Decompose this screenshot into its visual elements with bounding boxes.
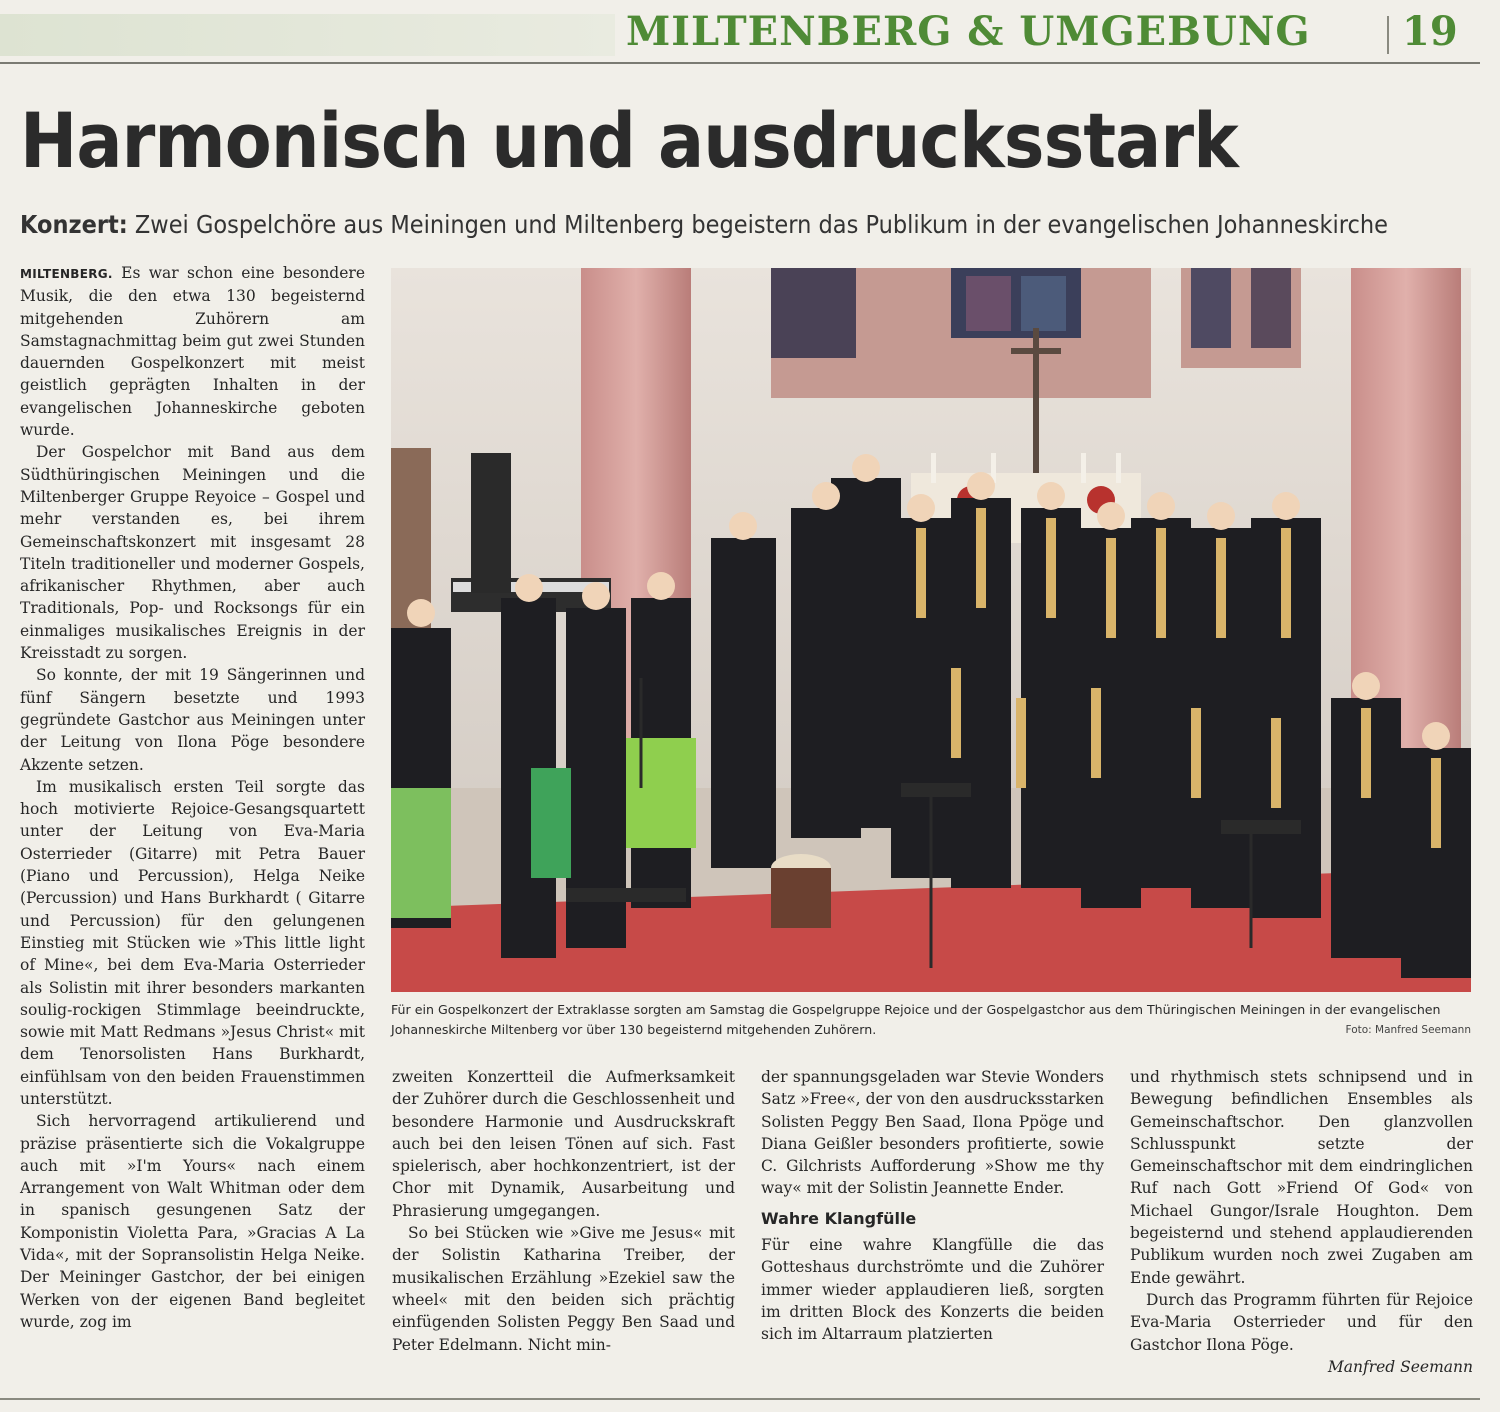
- subheadline-label: Konzert:: [20, 210, 128, 239]
- article-column-3: [761, 1066, 1104, 1346]
- author-signature: Manfred Seemann: [1327, 1357, 1473, 1376]
- header-rule: [0, 62, 1480, 64]
- page-number: 19: [1402, 8, 1458, 55]
- photo-credit: Foto: Manfred Seemann: [1345, 1024, 1471, 1036]
- paragraph: zweiten Konzertteil die Aufmerksamkeit der Zuhörer durch die Geschlossenheit und besondere Harmonie und Ausdruckskraft auch bei den leisen Tönen auf sich. Fast spielerisch, aber hochkonzentriert, ist der Chor mit Dynamik, Ausarbeitung und Phrasierung umgegangen.: [392, 1068, 735, 1220]
- paragraph: und rhythmisch stets schnipsend und in Bewegung befindlichen Ensembles als Gemeinschaftschor. Den glanzvollen Schlusspunkt setzte der Gemeinschaftschor mit dem eindringlichen Ruf nach Gott »Friend Of God« von Michael Gungor/Israle Houghton. Dem begeisternd und stehend applaudierenden Publikum wurden noch zwei Zugaben am Ende gewährt.: [1130, 1068, 1473, 1287]
- dateline: MILTENBERG.: [20, 267, 113, 281]
- paragraph: So bei Stücken wie »Give me Jesus« mit der Solistin Katharina Treiber, der musikalischen Erzählung »Ezekiel saw the wheel« mit den beiden sich prächtig einfügenden Solisten Peggy Ben Saad und Peter Edelmann. Nicht min-: [392, 1224, 735, 1354]
- article-column-4: [1130, 1066, 1473, 1378]
- section-subhead: Wahre Klangfülle: [761, 1208, 917, 1228]
- paragraph: der spannungsgeladen war Stevie Wonders Satz »Free«, der von den ausdrucksstarken Solisten Peggy Ben Saad, Ilona Ppöge und Diana Geißler besonders profitierte, sowie C. Gilchrists Aufforderung »Show me thy way« mit der Solistin Jeannette Ender.: [761, 1068, 1104, 1198]
- paragraph: Sich hervorragend artikulierend und präzise präsentierte sich die Vokalgruppe auch mit »I'm Yours« nach einem Arrangement von Walt Whitman oder dem in spanisch gesungenen Satz der Komponistin Violetta Para, »Gracias A La Vida«, mit der Sopransolistin Helga Neike. Der Meininger Gastchor, der bei einigen Werken von der eigenen Band begleitet wurde, zog im: [20, 1112, 365, 1331]
- header-separator: [1387, 16, 1389, 54]
- photo-caption: [391, 1000, 1471, 1040]
- paragraph: So konnte, der mit 19 Sängerinnen und fünf Sängern besetzte und 1993 gegründete Gastchor aus Meiningen unter der Leitung von Ilona Pöge besondere Akzente setzen.: [20, 666, 365, 774]
- paragraph: Durch das Programm führten für Rejoice Eva-Maria Osterrieder und für den Gastchor Ilona Pöge.: [1130, 1290, 1473, 1354]
- header-band: [0, 14, 615, 56]
- paragraph: MILTENBERG. Es war schon eine besondere Musik, die den etwa 130 begeisternd mitgehenden Zuhörern am Samstagnachmittag beim gut zwei Stunden dauernden Gospelkonzert mit meist geistlich geprägten Inhalten in der evangelischen Johanneskirche geboten wurde.: [20, 264, 365, 440]
- subheadline: [20, 210, 1388, 239]
- subheadline-text: Zwei Gospelchöre aus Meiningen und Miltenberg begeistern das Publikum in der evangelischen Johanneskirche: [127, 210, 1389, 239]
- paragraph: Für eine wahre Klangfülle die das Gotteshaus durchströmte und die Zuhörer immer wieder applaudieren ließ, sorgten im dritten Block des Konzerts die beiden sich im Altarraum platzierten: [761, 1236, 1104, 1344]
- caption-text: Für ein Gospelkonzert der Extraklasse sorgten am Samstag die Gospelgruppe Rejoice und der Gospelgastchor aus dem Thüringischen Meiningen in der evangelischen Johanneskirche Miltenberg vor über 130 begeisternd mitgehenden Zuhörern.: [391, 1002, 1441, 1037]
- article-column-2: [392, 1066, 735, 1356]
- article-column-1: [20, 262, 365, 1333]
- paragraph: Im musikalisch ersten Teil sorgte das hoch motivierte Rejoice-Gesangsquartett unter der Leitung von Eva-Maria Osterrieder (Gitarre) mit Petra Bauer (Piano und Percussion), Helga Neike (Percussion) und Hans Burkhardt ( Gitarre und Percussion) für den gelungenen Einstieg mit Stücken wie »This little light of Mine«, bei dem Eva-Maria Osterrieder als Solistin mit ihrer besonders markanten soulig-rockigen Stimmlage beeindruckte, sowie mit Matt Redmans »Jesus Christ« mit dem Tenorsolisten Hans Burkhardt, einfühlsam von den beiden Frauenstimmen unterstützt.: [20, 777, 365, 1108]
- concert-photo-illustration: [391, 268, 1471, 992]
- section-title: MILTENBERG & UMGEBUNG: [626, 8, 1311, 55]
- concert-photo: [391, 268, 1471, 992]
- headline: Harmonisch und ausdrucksstark: [20, 96, 1238, 185]
- bottom-rule: [0, 1398, 1480, 1400]
- paragraph: Der Gospelchor mit Band aus dem Südthüringischen Meiningen und die Miltenberger Gruppe Reyoice – Gospel und mehr verstanden es, bei ihrem Gemeinschaftskonzert mit insgesamt 28 Titeln traditioneller und moderner Gospels, afrikanischer Rhythmen, aber auch Traditionals, Pop- und Rocksongs für ein einmaliges musikalisches Ereignis in der Kreisstadt zu sorgen.: [20, 443, 365, 663]
